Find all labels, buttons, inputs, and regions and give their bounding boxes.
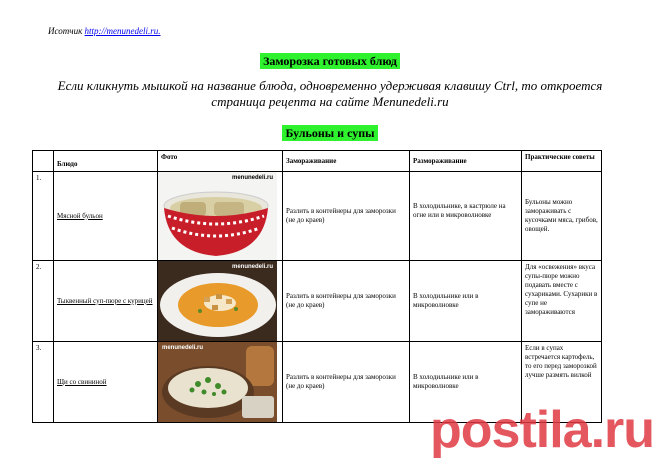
header-dish: Блюдо [54, 151, 158, 172]
photo-watermark: menunedeli.ru [231, 175, 273, 181]
row-number: 3. [33, 342, 54, 423]
photo-cell [158, 342, 283, 423]
dish-link-meat-broth[interactable]: Мясной бульон [57, 211, 103, 220]
defrosting-cell: В холодильнике, в кастрюле на огне или в микроволновке [410, 172, 522, 261]
postila-watermark-text: postila.ru [430, 401, 655, 459]
dish-photo-shchi [158, 342, 277, 422]
defrosting-cell: В холодильнике или в микроволновке [410, 261, 522, 342]
header-photo: Фото [158, 151, 283, 172]
header-freezing: Замораживание [283, 151, 410, 172]
intro-text: Если кликнуть мышкой на название блюда, одновременно удерживая клавишу Ctrl, то откроется страница рецепта на сайте Menunedeli.ru [57, 78, 603, 109]
table-header-row [33, 151, 602, 172]
page-title: Заморозка готовых блюд [260, 53, 400, 69]
photo-watermark: menunedeli.ru [231, 264, 273, 270]
page-title-wrap [0, 52, 660, 70]
source-label: Исотчик [48, 26, 83, 36]
row-number: 2. [33, 261, 54, 342]
freezing-cell: Разлить в контейнеры для заморозки (не до краев) [283, 261, 410, 342]
dish-cell [54, 172, 158, 261]
postila-watermark [430, 400, 654, 460]
table-row [33, 172, 602, 261]
pumpkin-soup-image [158, 261, 277, 341]
recipes-table [32, 150, 602, 423]
header-tips: Практические советы [522, 151, 602, 172]
header-num [33, 151, 54, 172]
freezing-cell: Разлить в контейнеры для заморозки (не до краев) [283, 342, 410, 423]
section-title: Бульоны и супы [282, 125, 377, 141]
dish-photo-meat-broth [158, 172, 277, 260]
header-defrosting: Размораживание [410, 151, 522, 172]
shchi-soup-image [158, 342, 277, 422]
broth-bowl-image [158, 172, 277, 260]
source-link[interactable]: http://menunedeli.ru. [84, 26, 161, 36]
defrosting-cell: В холодильнике или в микроволновке [410, 342, 522, 423]
tips-cell: Бульоны можно замораживать с кусочками мяса, грибов, овощей. [522, 172, 602, 261]
section-title-wrap [0, 124, 660, 142]
row-number: 1. [33, 172, 54, 261]
dish-link-shchi[interactable]: Щи со свининой [57, 377, 107, 386]
photo-cell [158, 261, 283, 342]
freezing-cell: Разлить в контейнеры для заморозки (не до краев) [283, 172, 410, 261]
dish-cell [54, 261, 158, 342]
table-row [33, 261, 602, 342]
source-line [48, 26, 161, 36]
dish-link-pumpkin-soup[interactable]: Тыквенный суп-пюре с курицей [57, 296, 153, 305]
dish-photo-pumpkin-soup [158, 261, 277, 341]
dish-cell [54, 342, 158, 423]
tips-cell: Для «освежения» вкуса супы-пюре можно подавать вместе с сухариками. Сухарики в супе не замораживаются [522, 261, 602, 342]
photo-cell [158, 172, 283, 261]
tips-cell: Если в супах встречается картофель, то его перед заморозкой лучше размять вилкой [522, 342, 602, 423]
photo-watermark: menunedeli.ru [162, 345, 204, 351]
